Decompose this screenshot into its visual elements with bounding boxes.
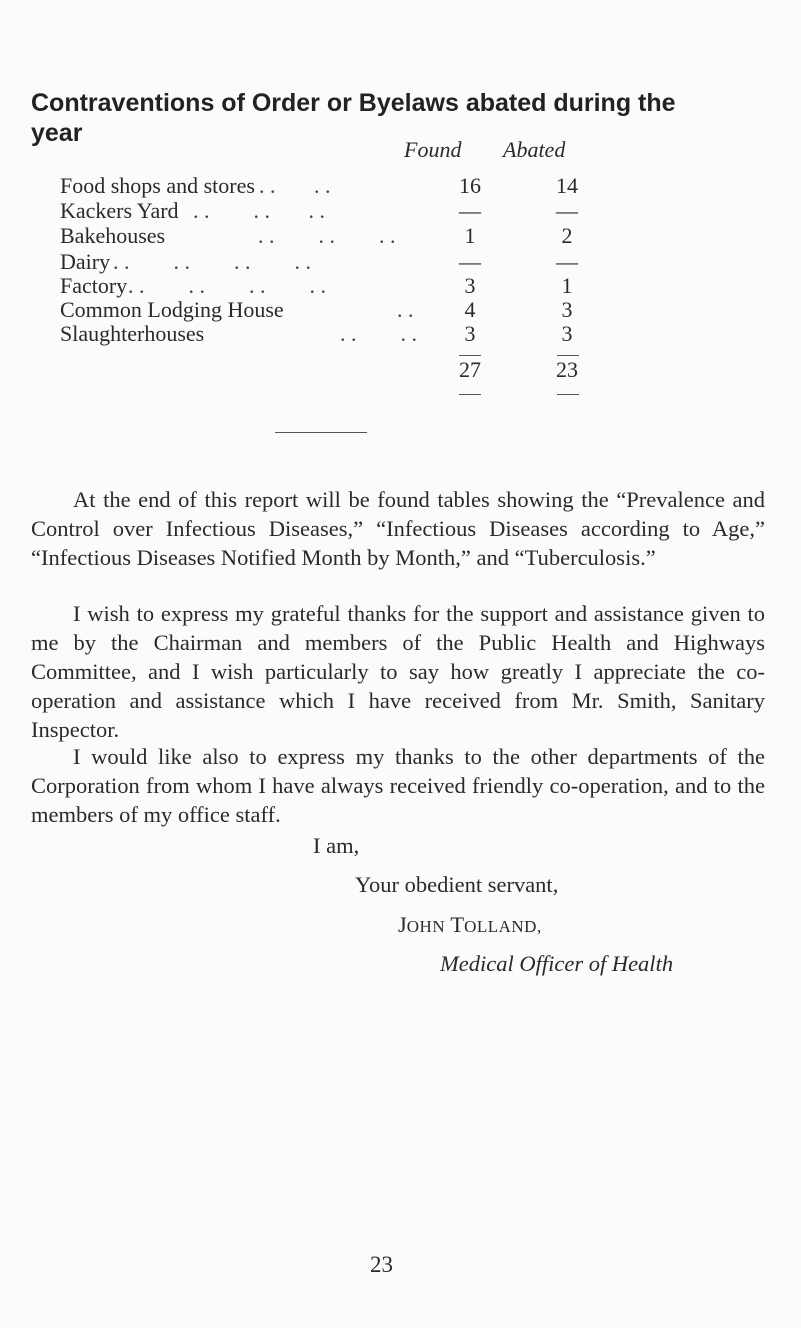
abated-value: 14 [556, 173, 578, 198]
row-label: Kackers Yard [60, 198, 179, 223]
paragraph: I would like also to express my thanks to the other departments of the Corporation from whom I have always received friendly co-operation, and to the members of my office staff. [31, 744, 765, 827]
row-label: Common Lodging House [60, 297, 284, 322]
row-label: Slaughterhouses [60, 321, 205, 346]
paragraph: At the end of this report will be found tables showing the “Prevalence and Control over Infectious Diseases,” “Infectious Diseases according to Age,” “Infectious Diseases Notified Month by Month,” and “Tuberculosis.” [31, 487, 765, 570]
paragraph: I wish to express my grateful thanks for the support and assistance given to me by the Chairman and members of the Public Health and Highways Committee, and I wish particularly to say how greatly I appreciate the co-operation and assistance which I have received from Mr. Smith, Sanitary Inspector. [31, 601, 765, 742]
leader-dots: . . . . . . [193, 198, 325, 223]
section-heading: Contraventions of Order or Byelaws abated during the year [31, 89, 676, 147]
table-row [0, 173, 801, 197]
name-rest: OHN [406, 917, 446, 936]
abated-value: 3 [561, 321, 573, 346]
found-value: 16 [459, 173, 481, 198]
found-value: 1 [464, 223, 476, 248]
table-row [0, 249, 801, 273]
total-rule-bottom [557, 394, 579, 395]
leader-dots: . . . . [259, 173, 331, 198]
page-number: 23 [370, 1252, 393, 1277]
valediction: Your obedient servant, [355, 872, 559, 897]
abated-value: — [556, 198, 578, 223]
column-header-found: Found [404, 137, 462, 162]
row-label: Bakehouses [60, 223, 166, 248]
name-initial: T [450, 912, 465, 937]
row-label: Factory [60, 273, 128, 298]
total-rule-top [459, 355, 481, 356]
found-value: — [459, 249, 481, 274]
signatory-title: Medical Officer of Health [440, 951, 674, 976]
name-initial: J [398, 912, 407, 937]
total-rule-top [557, 355, 579, 356]
total-abated: 23 [556, 357, 578, 382]
leader-dots: . . . . . . [258, 223, 396, 248]
salutation: I am, [313, 833, 360, 858]
table-row [0, 198, 801, 222]
signatory-name [398, 912, 542, 938]
abated-value: — [556, 249, 578, 274]
row-label: Food shops and stores [60, 173, 255, 198]
abated-value: 3 [561, 297, 573, 322]
table-row [0, 223, 801, 247]
row-label: Dairy [60, 249, 111, 274]
column-header-abated: Abated [503, 137, 566, 162]
leader-dots: . . . . . . . . [128, 273, 326, 298]
found-value: 3 [464, 321, 476, 346]
table-row [0, 321, 801, 345]
total-found: 27 [459, 357, 481, 382]
found-value: 4 [464, 297, 476, 322]
leader-dots: . . [397, 297, 414, 322]
abated-value: 2 [561, 223, 573, 248]
leader-dots: . . . . . . . . [113, 249, 311, 274]
found-value: — [459, 198, 481, 223]
leader-dots: . . . . [340, 321, 417, 346]
abated-value: 1 [561, 273, 573, 298]
found-value: 3 [464, 273, 476, 298]
table-row [0, 297, 801, 321]
total-rule-bottom [459, 394, 481, 395]
section-divider [275, 432, 367, 433]
name-rest: OLLAND, [464, 917, 542, 936]
table-row [0, 273, 801, 297]
